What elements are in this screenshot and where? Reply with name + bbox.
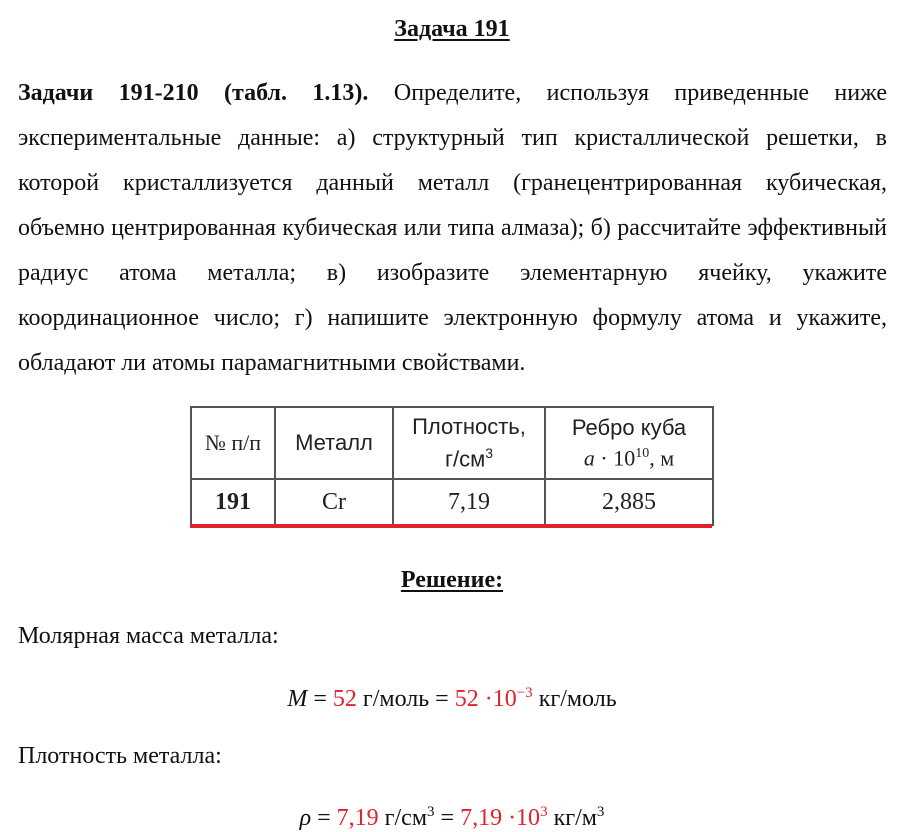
table-header-row [191,407,713,479]
molar-mass-value: 52 [332,686,357,712]
molar-mass-formula: M = 52 г/моль = $52 \cdot 10^{-3}$ кг/моль [287,685,617,712]
cell-edge: 2,885 [545,479,713,525]
density-si-value: 7,19 ·10 [460,805,541,831]
solution-title: Решение: [400,567,504,593]
header-density-label: Плотность, [412,413,526,439]
header-density [393,407,545,479]
density-label: Плотность металла: [18,743,222,769]
density-value: 7,19 [336,805,379,831]
cell-num: 191 [191,479,275,525]
molar-mass-label: Молярная масса металла: [18,623,279,649]
header-edge [545,407,713,479]
header-edge-label: Ребро куба [571,414,687,440]
table-underline [190,524,712,528]
header-metal: Металл [275,407,393,479]
header-num: № п/п [191,407,275,479]
cell-metal: Cr [275,479,393,525]
header-density-unit: $г/см^3$ [444,444,494,472]
problem-statement-bold: Задачи 191-210 (табл. 1.13). [18,80,369,106]
problem-statement-text: Определите, используя приведенные ниже экспериментальные данные: а) структурный тип кристаллической решетки, в которой кристаллизуется данный металл (гранецентрированная кубическая, объемно центрированная кубическая или типа алмаза); б) рассчитайте эффективный радиус атома металла; в) изобразите элементарную ячейку, укажите координационное число; г) напишите электронную формулу атома и укажите, обладают ли атомы парамагнитными свойствами. [18,80,888,376]
data-table [190,406,714,526]
problem-statement [18,71,887,386]
cell-density: 7,19 [393,479,545,525]
problem-title: Задача 191 [394,16,510,42]
header-edge-unit: $a \cdot 10^{10}$, м [583,445,675,471]
molar-mass-si-value: 52 ·10 [454,686,517,712]
table-row [191,479,713,525]
density-formula: ρ = 7,19 $г/см^3 = 7,19 \cdot 10^3$ $кг/м^3$ [299,804,605,831]
